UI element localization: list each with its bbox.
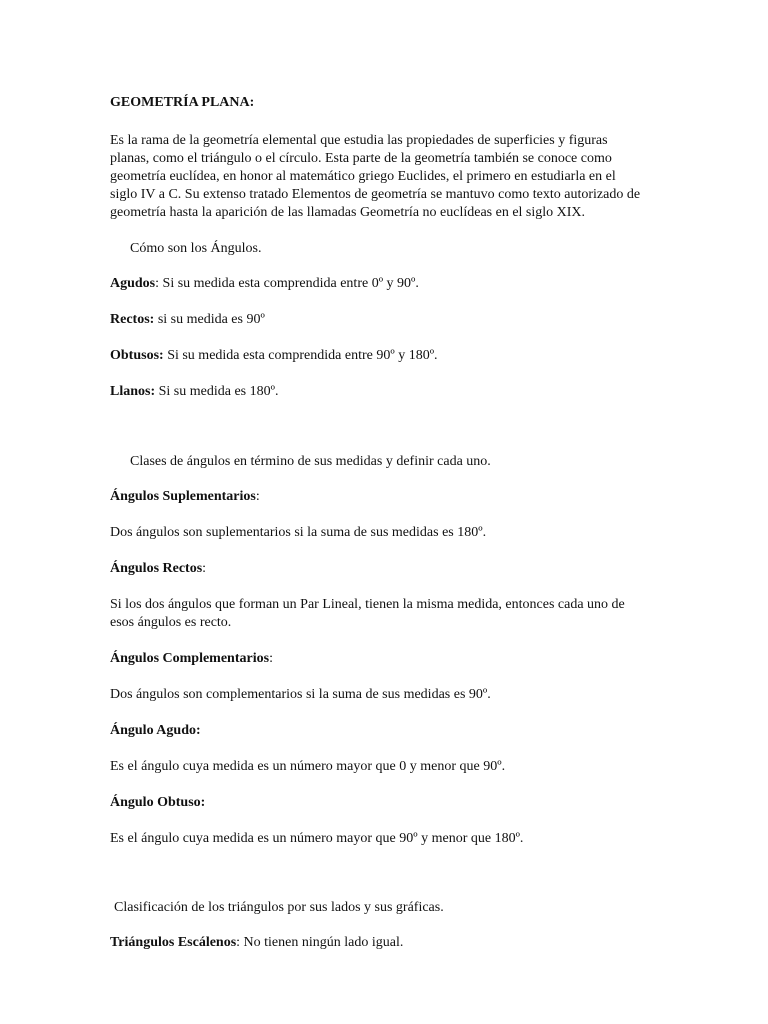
- class-definition-suplementarios: Dos ángulos son suplementarios si la suma de sus medidas es 180º.: [110, 525, 487, 540]
- class-heading-obtuso: [110, 794, 650, 812]
- term-angulo-agudo: Ángulo Agudo:: [110, 723, 201, 738]
- definition-text: Si su medida esta comprendida entre 0º y 90º.: [159, 276, 419, 291]
- class-definition-rectos: Si los dos ángulos que forman un Par Lineal, tienen la misma medida, entonces cada uno de esos ángulos es recto.: [110, 597, 625, 630]
- angle-definition-rectos: [110, 311, 650, 329]
- term-separator: :: [155, 276, 160, 291]
- definition-text: si su medida es 90º: [154, 312, 265, 327]
- term-separator: :: [202, 561, 207, 576]
- term-angulos-rectos: Ángulos Rectos: [110, 561, 203, 576]
- section-heading-angle-classes: Clases de ángulos en término de sus medidas y definir cada uno.: [130, 454, 491, 469]
- definition-text: Si su medida esta comprendida entre 90º y 180º.: [163, 348, 438, 363]
- intro-paragraph: Es la rama de la geometría elemental que estudia las propiedades de superficies y figuras planas, como el triángulo o el círculo. Esta parte de la geometría también se conoce como geometría euclídea, en honor al matemático griego Euclides, el primero en estudiarla en el siglo IV a C. Su extenso tratado Elementos de geometría se mantuvo como texto autorizado de geometría hasta la aparición de las llamadas Geometría no euclídeas en el siglo XIX.: [110, 133, 641, 220]
- term-obtusos: Obtusos:: [110, 348, 164, 363]
- term-complementarios: Ángulos Complementarios: [110, 651, 270, 666]
- class-heading-suplementarios: [110, 488, 650, 506]
- angle-definition-llanos: [110, 383, 650, 401]
- document-page: [110, 84, 650, 952]
- term-separator: :: [255, 489, 260, 504]
- definition-text: Si su medida es 180º.: [155, 384, 279, 399]
- term-rectos: Rectos:: [110, 312, 155, 327]
- angle-definition-agudos: [110, 275, 650, 293]
- class-heading-complementarios: [110, 650, 650, 668]
- document-title: GEOMETRÍA PLANA:: [110, 95, 255, 110]
- triangle-definition-escalenos: [110, 934, 650, 952]
- term-angulo-obtuso: Ángulo Obtuso:: [110, 795, 206, 810]
- class-heading-agudo: [110, 722, 650, 740]
- definition-text: No tienen ningún lado igual.: [240, 935, 404, 950]
- class-heading-rectos: [110, 560, 650, 578]
- term-agudos: Agudos: [110, 276, 156, 291]
- term-escalenos: Triángulos Escálenos: [110, 935, 237, 950]
- class-definition-complementarios: Dos ángulos son complementarios si la suma de sus medidas es 90º.: [110, 687, 491, 702]
- class-definition-obtuso: Es el ángulo cuya medida es un número mayor que 90º y menor que 180º.: [110, 831, 524, 846]
- term-separator: :: [269, 651, 273, 666]
- angle-definition-obtusos: [110, 347, 650, 365]
- section-heading-triangles: Clasificación de los triángulos por sus lados y sus gráficas.: [114, 900, 444, 915]
- section-heading-angles: Cómo son los Ángulos.: [130, 241, 262, 256]
- class-definition-agudo: Es el ángulo cuya medida es un número mayor que 0 y menor que 90º.: [110, 759, 506, 774]
- term-suplementarios: Ángulos Suplementarios: [110, 489, 256, 504]
- term-llanos: Llanos:: [110, 384, 156, 399]
- term-separator: :: [236, 935, 241, 950]
